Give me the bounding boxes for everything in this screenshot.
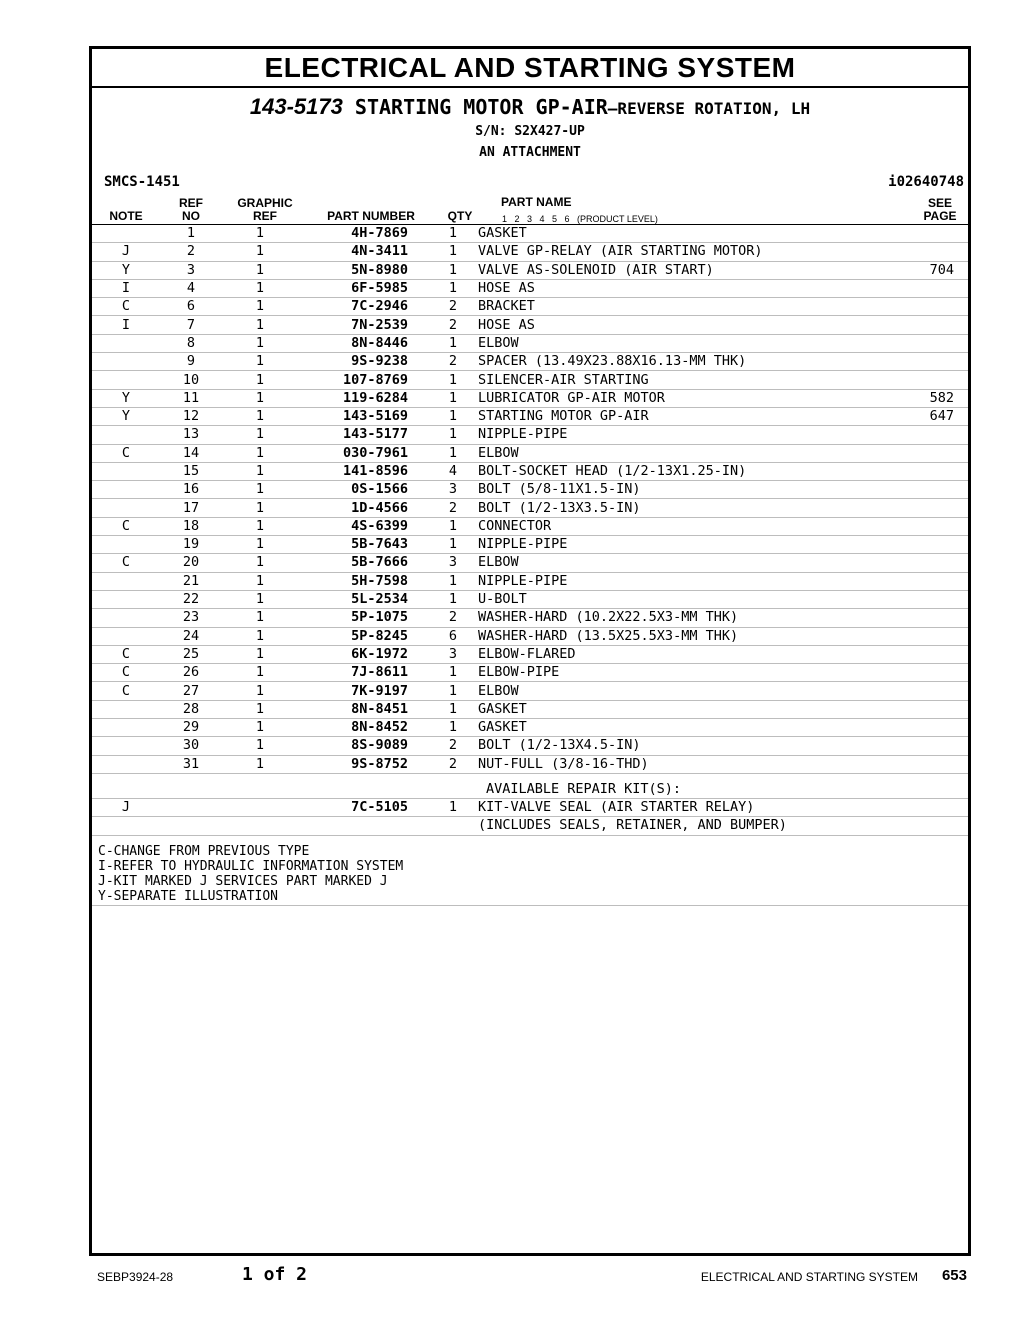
row-qty: 1	[434, 334, 472, 352]
parts-table	[92, 225, 968, 836]
table-row	[92, 444, 968, 462]
row-part-name: WASHER-HARD (13.5X25.5X3-MM THK)	[472, 627, 860, 645]
row-graphic-ref: 1	[222, 243, 298, 261]
col-graphic-top: GRAPHIC	[237, 196, 293, 210]
table-row	[92, 298, 968, 316]
row-graphic-ref: 1	[222, 645, 298, 663]
row-part-number: 5L-2534	[298, 590, 434, 608]
col-note: NOTE	[109, 209, 143, 223]
row-qty: 1	[434, 517, 472, 535]
row-note: J	[92, 243, 160, 261]
row-note: C	[92, 645, 160, 663]
row-see-page	[860, 590, 968, 608]
row-part-name: ELBOW	[472, 554, 860, 572]
row-note: C	[92, 554, 160, 572]
row-note: Y	[92, 261, 160, 279]
row-part-number: 5B-7643	[298, 536, 434, 554]
row-part-name: VALVE GP-RELAY (AIR STARTING MOTOR)	[472, 243, 860, 261]
row-ref-no: 10	[160, 371, 222, 389]
row-part-name: LUBRICATOR GP-AIR MOTOR	[472, 389, 860, 407]
row-part-name: ELBOW-FLARED	[472, 645, 860, 663]
row-qty: 1	[434, 279, 472, 297]
attachment-label: AN ATTACHMENT	[479, 145, 581, 160]
table-row	[92, 737, 968, 755]
kit-header: AVAILABLE REPAIR KIT(S):	[472, 773, 860, 798]
row-qty: 2	[434, 298, 472, 316]
row-qty: 1	[434, 426, 472, 444]
row-graphic-ref: 1	[222, 334, 298, 352]
row-qty: 1	[434, 371, 472, 389]
note-line: I-REFER TO HYDRAULIC INFORMATION SYSTEM	[98, 858, 404, 874]
row-ref-no: 20	[160, 554, 222, 572]
row-part-name: BOLT-SOCKET HEAD (1/2-13X1.25-IN)	[472, 462, 860, 480]
row-ref-no: 1	[160, 225, 222, 243]
note-line: J-KIT MARKED J SERVICES PART MARKED J	[98, 873, 388, 889]
row-note: J	[92, 798, 160, 816]
row-part-number: 1D-4566	[298, 499, 434, 517]
row-ref-no: 11	[160, 389, 222, 407]
row-ref-no	[160, 798, 222, 816]
empty-cell	[434, 773, 472, 798]
row-part-name: NIPPLE-PIPE	[472, 572, 860, 590]
col-graphic-bottom: REF	[253, 209, 277, 223]
row-qty: 1	[434, 243, 472, 261]
row-note	[92, 609, 160, 627]
row-note	[92, 334, 160, 352]
row-note: Y	[92, 389, 160, 407]
row-note	[92, 627, 160, 645]
row-part-number: 7J-8611	[298, 664, 434, 682]
table-row	[92, 645, 968, 663]
row-note	[92, 719, 160, 737]
row-ref-no: 9	[160, 353, 222, 371]
row-part-name: GASKET	[472, 700, 860, 718]
row-part-number: 141-8596	[298, 462, 434, 480]
row-ref-no: 14	[160, 444, 222, 462]
row-part-name: GASKET	[472, 719, 860, 737]
row-see-page	[860, 572, 968, 590]
table-row	[92, 590, 968, 608]
row-qty: 2	[434, 609, 472, 627]
table-row	[92, 572, 968, 590]
row-note	[92, 590, 160, 608]
row-graphic-ref: 1	[222, 389, 298, 407]
row-ref-no: 6	[160, 298, 222, 316]
column-header	[92, 196, 968, 225]
row-graphic-ref: 1	[222, 407, 298, 425]
row-graphic-ref: 1	[222, 298, 298, 316]
row-part-number: 7N-2539	[298, 316, 434, 334]
row-qty: 2	[434, 755, 472, 773]
page-title: ELECTRICAL AND STARTING SYSTEM	[92, 49, 968, 88]
row-see-page	[860, 316, 968, 334]
row-qty: 1	[434, 700, 472, 718]
row-ref-no: 18	[160, 517, 222, 535]
row-part-number: 119-6284	[298, 389, 434, 407]
table-row	[92, 225, 968, 243]
row-part-name: U-BOLT	[472, 590, 860, 608]
row-note	[92, 462, 160, 480]
table-row	[92, 243, 968, 261]
row-note	[92, 700, 160, 718]
row-part-name: VALVE AS-SOLENOID (AIR START)	[472, 261, 860, 279]
table-row	[92, 755, 968, 773]
table-row	[92, 353, 968, 371]
row-ref-no: 16	[160, 481, 222, 499]
row-graphic-ref: 1	[222, 353, 298, 371]
row-part-name: BOLT (1/2-13X3.5-IN)	[472, 499, 860, 517]
row-qty: 1	[434, 798, 472, 816]
col-product-levels: 1 2 3 4 5 6 (PRODUCT LEVEL)	[502, 214, 658, 224]
row-part-number: 143-5177	[298, 426, 434, 444]
row-part-number: 6F-5985	[298, 279, 434, 297]
notes-legend	[92, 836, 968, 906]
row-see-page	[860, 371, 968, 389]
empty-cell	[92, 773, 160, 798]
row-qty: 1	[434, 444, 472, 462]
row-see-page	[860, 426, 968, 444]
row-note	[92, 817, 160, 835]
col-qty: QTY	[447, 209, 473, 223]
row-part-name: (INCLUDES SEALS, RETAINER, AND BUMPER)	[472, 817, 860, 835]
row-qty: 1	[434, 536, 472, 554]
row-see-page	[860, 517, 968, 535]
row-see-page	[860, 298, 968, 316]
row-see-page	[860, 462, 968, 480]
table-row	[92, 700, 968, 718]
row-part-number: 8N-8446	[298, 334, 434, 352]
row-ref-no: 30	[160, 737, 222, 755]
kit-header-row	[92, 773, 968, 798]
row-qty: 1	[434, 590, 472, 608]
row-see-page	[860, 279, 968, 297]
row-ref-no: 15	[160, 462, 222, 480]
footer-document-number: SEBP3924-28	[97, 1270, 174, 1284]
row-see-page	[860, 554, 968, 572]
row-see-page	[860, 645, 968, 663]
row-graphic-ref: 1	[222, 316, 298, 334]
col-part-name: PART NAME	[501, 195, 572, 209]
footer-page-of: 1 of 2	[242, 1264, 308, 1285]
row-graphic-ref: 1	[222, 737, 298, 755]
table-row	[92, 682, 968, 700]
row-part-number: 4H-7869	[298, 225, 434, 243]
row-graphic-ref: 1	[222, 554, 298, 572]
row-part-name: BOLT (5/8-11X1.5-IN)	[472, 481, 860, 499]
row-note: Y	[92, 407, 160, 425]
row-graphic-ref: 1	[222, 444, 298, 462]
table-row	[92, 609, 968, 627]
row-graphic-ref: 1	[222, 481, 298, 499]
row-graphic-ref: 1	[222, 609, 298, 627]
row-qty: 1	[434, 407, 472, 425]
row-part-name: STARTING MOTOR GP-AIR	[472, 407, 860, 425]
col-see-top: SEE	[927, 196, 952, 210]
row-part-number: 7K-9197	[298, 682, 434, 700]
page-frame	[89, 46, 971, 1256]
row-note: C	[92, 444, 160, 462]
row-see-page	[860, 243, 968, 261]
row-see-page	[860, 499, 968, 517]
row-part-number: 5B-7666	[298, 554, 434, 572]
row-ref-no: 31	[160, 755, 222, 773]
table-row	[92, 554, 968, 572]
row-graphic-ref	[222, 817, 298, 835]
row-qty: 2	[434, 353, 472, 371]
table-row	[92, 407, 968, 425]
group-part-number: 143-5173	[249, 94, 343, 119]
row-qty: 2	[434, 316, 472, 334]
row-qty: 3	[434, 481, 472, 499]
row-part-name: NIPPLE-PIPE	[472, 536, 860, 554]
row-see-page	[860, 627, 968, 645]
row-qty: 1	[434, 719, 472, 737]
row-part-number: 7C-2946	[298, 298, 434, 316]
row-part-name: BRACKET	[472, 298, 860, 316]
row-ref-no: 4	[160, 279, 222, 297]
serial-number: S/N: S2X427-UP	[475, 124, 585, 139]
row-qty: 1	[434, 389, 472, 407]
row-part-name: ELBOW	[472, 444, 860, 462]
row-graphic-ref: 1	[222, 664, 298, 682]
row-qty: 1	[434, 572, 472, 590]
row-see-page	[860, 481, 968, 499]
col-ref-top: REF	[179, 196, 203, 210]
row-note	[92, 572, 160, 590]
row-qty: 6	[434, 627, 472, 645]
empty-cell	[222, 773, 298, 798]
row-part-name: BOLT (1/2-13X4.5-IN)	[472, 737, 860, 755]
row-ref-no: 13	[160, 426, 222, 444]
table-row	[92, 499, 968, 517]
row-part-name: CONNECTOR	[472, 517, 860, 535]
row-see-page	[860, 444, 968, 462]
row-ref-no	[160, 817, 222, 835]
row-part-number: 143-5169	[298, 407, 434, 425]
table-row	[92, 664, 968, 682]
row-graphic-ref: 1	[222, 572, 298, 590]
table-row	[92, 536, 968, 554]
row-qty: 2	[434, 499, 472, 517]
row-graphic-ref: 1	[222, 719, 298, 737]
row-part-name: HOSE AS	[472, 279, 860, 297]
row-part-name: SILENCER-AIR STARTING	[472, 371, 860, 389]
row-see-page	[860, 682, 968, 700]
row-ref-no: 3	[160, 261, 222, 279]
row-part-name: ELBOW-PIPE	[472, 664, 860, 682]
table-row	[92, 426, 968, 444]
row-ref-no: 7	[160, 316, 222, 334]
row-see-page	[860, 353, 968, 371]
empty-cell	[160, 773, 222, 798]
table-row	[92, 261, 968, 279]
row-note	[92, 225, 160, 243]
row-part-name: NUT-FULL (3/8-16-THD)	[472, 755, 860, 773]
row-graphic-ref: 1	[222, 755, 298, 773]
row-note	[92, 755, 160, 773]
row-ref-no: 29	[160, 719, 222, 737]
row-note	[92, 737, 160, 755]
row-qty: 4	[434, 462, 472, 480]
row-note	[92, 536, 160, 554]
col-part-number: PART NUMBER	[327, 209, 415, 223]
row-graphic-ref: 1	[222, 517, 298, 535]
row-qty: 3	[434, 554, 472, 572]
row-graphic-ref	[222, 798, 298, 816]
row-note	[92, 481, 160, 499]
smcs-code: SMCS-1451	[104, 174, 180, 190]
row-note	[92, 353, 160, 371]
table-row	[92, 279, 968, 297]
group-title	[92, 96, 968, 120]
row-part-number: 5N-8980	[298, 261, 434, 279]
footer-section: ELECTRICAL AND STARTING SYSTEM	[700, 1270, 918, 1284]
kit-detail-row	[92, 817, 968, 835]
row-note: C	[92, 664, 160, 682]
row-qty: 2	[434, 737, 472, 755]
row-part-name: ELBOW	[472, 334, 860, 352]
group-name: STARTING MOTOR GP-AIR	[354, 95, 608, 119]
row-ref-no: 26	[160, 664, 222, 682]
row-see-page	[860, 719, 968, 737]
row-note	[92, 371, 160, 389]
row-ref-no: 24	[160, 627, 222, 645]
row-part-number: 030-7961	[298, 444, 434, 462]
row-qty: 1	[434, 682, 472, 700]
row-see-page	[860, 536, 968, 554]
row-see-page	[860, 737, 968, 755]
table-row	[92, 517, 968, 535]
row-ref-no: 2	[160, 243, 222, 261]
row-ref-no: 25	[160, 645, 222, 663]
row-part-number: 8N-8452	[298, 719, 434, 737]
table-row	[92, 316, 968, 334]
row-note: C	[92, 517, 160, 535]
row-note	[92, 499, 160, 517]
row-part-name: SPACER (13.49X23.88X16.13-MM THK)	[472, 353, 860, 371]
table-row	[92, 371, 968, 389]
row-see-page	[860, 609, 968, 627]
row-qty: 1	[434, 225, 472, 243]
table-row	[92, 389, 968, 407]
row-part-number: 6K-1972	[298, 645, 434, 663]
row-graphic-ref: 1	[222, 462, 298, 480]
row-note: C	[92, 682, 160, 700]
row-graphic-ref: 1	[222, 426, 298, 444]
row-graphic-ref: 1	[222, 627, 298, 645]
row-graphic-ref: 1	[222, 279, 298, 297]
row-ref-no: 17	[160, 499, 222, 517]
row-see-page	[860, 755, 968, 773]
row-qty: 1	[434, 261, 472, 279]
row-see-page: 704	[860, 261, 968, 279]
col-ref-bottom: NO	[182, 209, 200, 223]
row-graphic-ref: 1	[222, 225, 298, 243]
table-row	[92, 481, 968, 499]
row-ref-no: 8	[160, 334, 222, 352]
row-see-page	[860, 817, 968, 835]
note-line: C-CHANGE FROM PREVIOUS TYPE	[98, 843, 310, 859]
row-part-number: 9S-8752	[298, 755, 434, 773]
row-ref-no: 23	[160, 609, 222, 627]
group-name-suffix: —REVERSE ROTATION, LH	[607, 99, 811, 118]
row-ref-no: 19	[160, 536, 222, 554]
row-see-page: 647	[860, 407, 968, 425]
row-graphic-ref: 1	[222, 371, 298, 389]
row-see-page	[860, 700, 968, 718]
row-see-page	[860, 664, 968, 682]
row-part-number: 7C-5105	[298, 798, 434, 816]
empty-cell	[860, 773, 968, 798]
row-ref-no: 21	[160, 572, 222, 590]
row-qty	[434, 817, 472, 835]
row-graphic-ref: 1	[222, 536, 298, 554]
table-row	[92, 334, 968, 352]
row-part-name: HOSE AS	[472, 316, 860, 334]
row-part-name: GASKET	[472, 225, 860, 243]
row-part-name: NIPPLE-PIPE	[472, 426, 860, 444]
row-part-number: 5P-8245	[298, 627, 434, 645]
row-graphic-ref: 1	[222, 700, 298, 718]
row-part-name: ELBOW	[472, 682, 860, 700]
table-row	[92, 627, 968, 645]
row-part-number: 107-8769	[298, 371, 434, 389]
row-part-name: KIT-VALVE SEAL (AIR STARTER RELAY)	[472, 798, 860, 816]
footer-page-number: 653	[941, 1267, 967, 1284]
row-part-number: 8N-8451	[298, 700, 434, 718]
row-note: I	[92, 316, 160, 334]
row-ref-no: 12	[160, 407, 222, 425]
row-graphic-ref: 1	[222, 682, 298, 700]
row-ref-no: 28	[160, 700, 222, 718]
group-header	[92, 96, 968, 162]
row-note: C	[92, 298, 160, 316]
row-see-page	[860, 334, 968, 352]
row-ref-no: 27	[160, 682, 222, 700]
row-graphic-ref: 1	[222, 590, 298, 608]
row-see-page	[860, 798, 968, 816]
col-see-bottom: PAGE	[923, 209, 957, 223]
row-graphic-ref: 1	[222, 261, 298, 279]
empty-cell	[298, 773, 434, 798]
row-part-number: 0S-1566	[298, 481, 434, 499]
table-row	[92, 719, 968, 737]
row-part-name: WASHER-HARD (10.2X22.5X3-MM THK)	[472, 609, 860, 627]
page-footer	[0, 1262, 1020, 1292]
row-see-page	[860, 225, 968, 243]
row-graphic-ref: 1	[222, 499, 298, 517]
row-part-number: 5P-1075	[298, 609, 434, 627]
row-part-number: 5H-7598	[298, 572, 434, 590]
row-part-number: 9S-9238	[298, 353, 434, 371]
row-part-number: 8S-9089	[298, 737, 434, 755]
row-ref-no: 22	[160, 590, 222, 608]
document-id: i02640748	[888, 174, 964, 190]
row-qty: 3	[434, 645, 472, 663]
kit-row	[92, 798, 968, 816]
row-see-page: 582	[860, 389, 968, 407]
row-qty: 1	[434, 664, 472, 682]
smcs-row	[92, 170, 968, 196]
table-row	[92, 462, 968, 480]
note-line: Y-SEPARATE ILLUSTRATION	[98, 888, 279, 904]
row-part-number	[298, 817, 434, 835]
row-part-number: 4N-3411	[298, 243, 434, 261]
row-note: I	[92, 279, 160, 297]
row-part-number: 4S-6399	[298, 517, 434, 535]
row-note	[92, 426, 160, 444]
